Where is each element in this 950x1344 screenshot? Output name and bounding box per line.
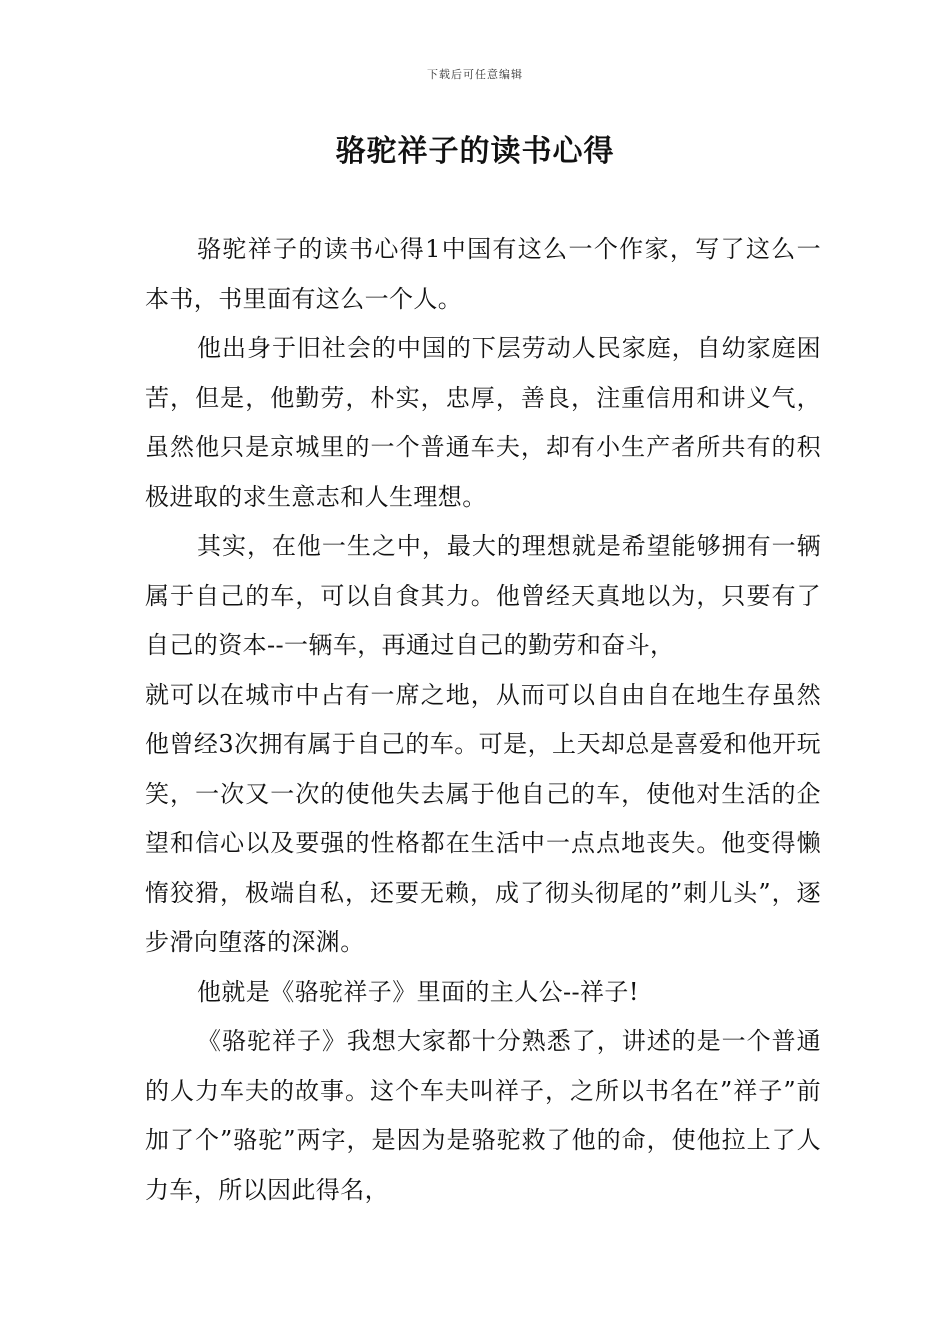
paragraph-3: 其实，在他一生之中，最大的理想就是希望能够拥有一辆属于自己的车，可以自食其力。他曾经天真地以为，只要有了自己的资本--一辆车，再通过自己的勤劳和奋斗， [145,532,821,659]
document-title: 骆驼祥子的读书心得 [335,134,615,169]
document-body [145,225,821,1215]
paragraph-4: 就可以在城市中占有一席之地，从而可以自由自在地生存虽然他曾经3次拥有属于自己的车。可是，上天却总是喜爱和他开玩笑，一次又一次的使他失去属于他自己的车，使他对生活的企望和信心以及要强的性格都在生活中一点点地丧失。他变得懒惰狡猾，极端自私，还要无赖，成了彻头彻尾的”刺儿头”，逐步滑向堕落的深渊。 [145,680,821,956]
paragraph-1: 骆驼祥子的读书心得1中国有这么一个作家，写了这么一本书，书里面有这么一个人。 [145,235,821,313]
paragraph-6: 《骆驼祥子》我想大家都十分熟悉了，讲述的是一个普通的人力车夫的故事。这个车夫叫祥子，之所以书名在”祥子”前加了个”骆驼”两字，是因为是骆驼救了他的命，使他拉上了人力车，所以因此得名， [145,1027,821,1204]
header-note: 下载后可任意编辑 [427,68,523,81]
paragraph-5: 他就是《骆驼祥子》里面的主人公--祥子! [197,977,639,1006]
paragraph-2: 他出身于旧社会的中国的下层劳动人民家庭，自幼家庭困苦，但是，他勤劳，朴实，忠厚，善良，注重信用和讲义气，虽然他只是京城里的一个普通车夫，却有小生产者所共有的积极进取的求生意志和人生理想。 [145,334,821,511]
